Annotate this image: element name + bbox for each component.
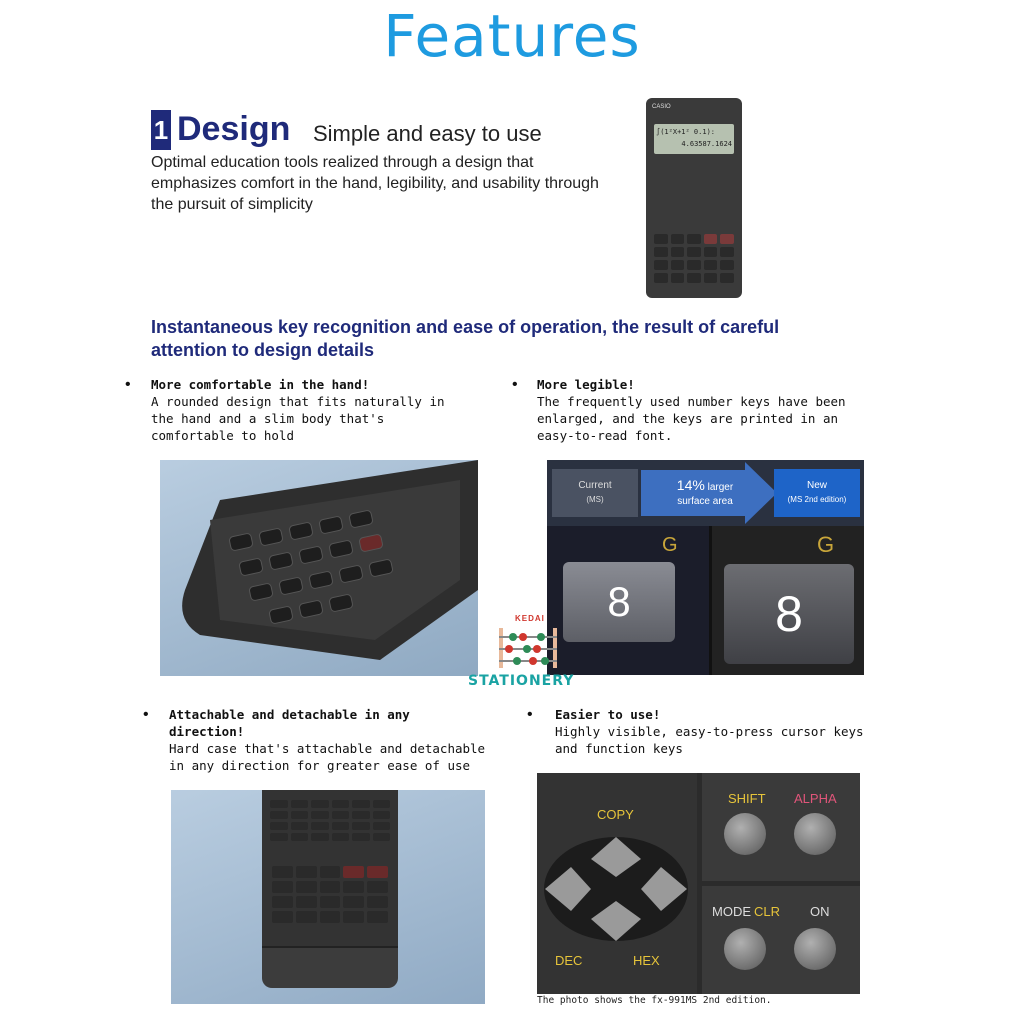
dec-label: DEC — [555, 953, 583, 968]
increase-percent: 14% — [676, 477, 705, 493]
alpha-key — [794, 813, 836, 855]
calculator-with-case — [262, 790, 398, 986]
current-label-box — [552, 469, 638, 517]
logo-top-text: KEDAI — [515, 614, 545, 623]
feature-comfort — [151, 376, 471, 444]
current-sublabel: (MS) — [586, 495, 604, 504]
mode-on-panel — [702, 886, 860, 994]
increase-word: larger — [707, 482, 734, 493]
calculator-image — [646, 98, 742, 298]
key-glyph: 8 — [607, 578, 631, 625]
photo-cursor-keys — [537, 773, 860, 994]
photo-hard-case — [171, 790, 485, 1004]
feature-body: The frequently used number keys have been enlarged, and the keys are printed in an easy-to-read font. — [537, 394, 846, 443]
function-keys — [654, 162, 734, 171]
feature-title: Easier to use! — [555, 707, 661, 722]
increase-text — [655, 478, 755, 509]
kedai-stationery-logo — [468, 614, 587, 689]
number-keys — [272, 866, 388, 923]
feature-title: More comfortable in the hand! — [151, 377, 370, 392]
new-sublabel: (MS 2nd edition) — [787, 495, 847, 504]
current-label: Current — [578, 480, 612, 491]
display-line-1: ∫(1²X+1² 0.1): — [656, 128, 716, 136]
bullet-icon: • — [527, 706, 533, 723]
alpha-label: ALPHA — [794, 791, 837, 806]
display-line-2: 4.63587.1624 — [681, 140, 732, 148]
new-key-8 — [724, 564, 854, 664]
cursor-panel — [537, 773, 697, 994]
on-key — [794, 928, 836, 970]
section-description: Optimal education tools realized through a design that emphasizes comfort in the hand, legibility, and usability through the pursuit of simplicity — [151, 154, 599, 213]
section-subheading: Simple and easy to use — [313, 121, 542, 146]
section-heading: Design — [177, 110, 291, 148]
page-title: Features — [383, 2, 641, 70]
shift-key — [724, 813, 766, 855]
cursor-pad-icon — [541, 829, 691, 949]
feature-title: Attachable and detachable in any direction! — [169, 707, 410, 739]
abacus-icon — [497, 626, 559, 670]
new-label: New — [806, 480, 827, 491]
hard-case — [262, 946, 398, 988]
new-label-box — [774, 469, 860, 517]
photo-caption: The photo shows the fx-991MS 2nd edition. — [537, 995, 772, 1006]
copy-label: COPY — [597, 807, 634, 822]
mode-label: MODE — [712, 904, 751, 919]
feature-attachable — [169, 706, 489, 774]
feature-legible — [537, 376, 877, 444]
section-number-badge: 1 — [151, 110, 171, 150]
feature-body: A rounded design that fits naturally in the hand and a slim body that's comfortable to hold — [151, 394, 445, 443]
feature-title: More legible! — [537, 377, 635, 392]
bullet-icon: • — [512, 376, 518, 393]
calculator-angled-illustration — [160, 460, 478, 676]
clr-label: CLR — [754, 904, 781, 919]
on-label: ON — [810, 904, 830, 919]
photo-legible-comparison — [547, 460, 864, 675]
feature-body: Highly visible, easy-to-press cursor keys and function keys — [555, 724, 864, 756]
feature-easier — [555, 706, 875, 757]
photo-comfortable-hand — [160, 460, 478, 676]
hex-label: HEX — [633, 953, 660, 968]
logo-bottom-text: STATIONERY — [468, 673, 575, 689]
feature-body: Hard case that's attachable and detachable in any direction for greater ease of use — [169, 741, 486, 773]
key-letter: G — [662, 534, 678, 556]
function-keys — [270, 800, 390, 841]
calculator-brand: CASIO — [652, 104, 671, 110]
design-tagline: Instantaneous key recognition and ease of operation, the result of careful attention to design details — [151, 317, 780, 360]
new-key-panel — [712, 526, 864, 675]
number-keys — [654, 234, 734, 283]
increase-sub: surface area — [677, 496, 733, 507]
shift-label: SHIFT — [728, 791, 766, 806]
key-letter: G — [817, 532, 835, 557]
shift-alpha-panel — [702, 773, 860, 881]
bullet-icon: • — [143, 706, 149, 723]
calculator-display — [654, 124, 734, 154]
bullet-icon: • — [125, 376, 131, 393]
key-glyph: 8 — [775, 586, 803, 642]
mode-key — [724, 928, 766, 970]
